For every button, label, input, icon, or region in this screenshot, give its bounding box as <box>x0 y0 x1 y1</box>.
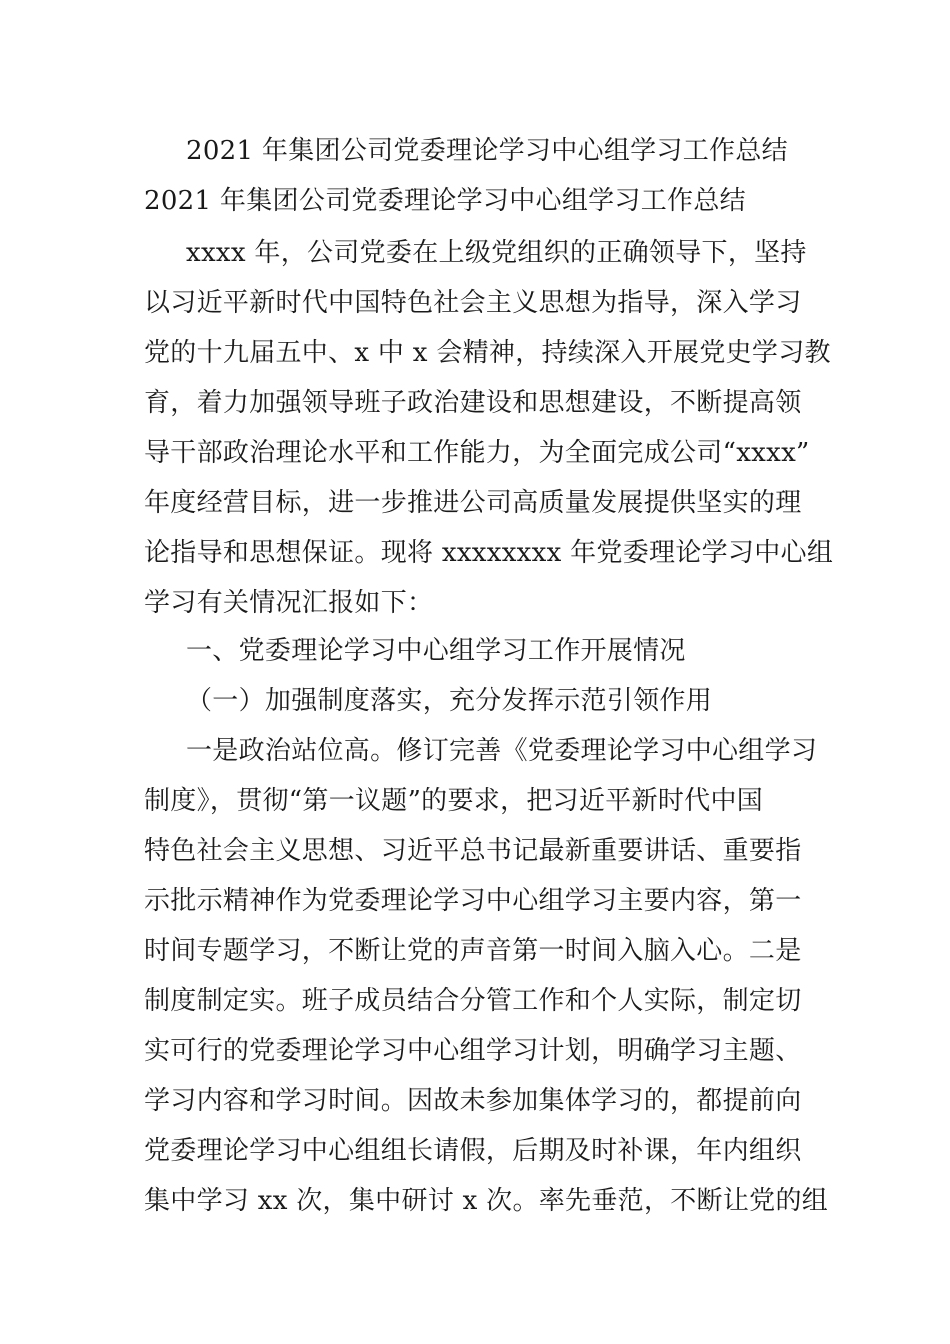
document-title: 2021 年集团公司党委理论学习中心组学习工作总结 <box>186 136 788 166</box>
body-line: 一是政治站位高。修订完善《党委理论学习中心组学习 <box>186 736 818 766</box>
intro-line: 导干部政治理论水平和工作能力，为全面完成公司“xxxx” <box>144 438 810 468</box>
body-line: 特色社会主义思想、习近平总书记最新重要讲话、重要指 <box>144 836 802 866</box>
intro-line: 以习近平新时代中国特色社会主义思想为指导，深入学习 <box>144 288 802 318</box>
intro-line: 年度经营目标，进一步推进公司高质量发展提供坚实的理 <box>144 488 802 518</box>
document-subtitle: 2021 年集团公司党委理论学习中心组学习工作总结 <box>144 186 746 216</box>
intro-line: 育，着力加强领导班子政治建设和思想建设，不断提高领 <box>144 388 802 418</box>
body-line: 实可行的党委理论学习中心组学习计划，明确学习主题、 <box>144 1036 802 1066</box>
intro-line: xxxx 年，公司党委在上级党组织的正确领导下，坚持 <box>186 238 807 268</box>
intro-line: 论指导和思想保证。现将 xxxxxxxx 年党委理论学习中心组 <box>144 538 834 568</box>
body-line: 时间专题学习，不断让党的声音第一时间入脑入心。二是 <box>144 936 802 966</box>
body-line: 示批示精神作为党委理论学习中心组学习主要内容，第一 <box>144 886 802 916</box>
body-line: 集中学习 xx 次，集中研讨 x 次。率先垂范，不断让党的组 <box>144 1186 829 1216</box>
section-heading: 一、党委理论学习中心组学习工作开展情况 <box>186 636 686 666</box>
subsection-heading: （一）加强制度落实，充分发挥示范引领作用 <box>186 686 713 716</box>
intro-line: 学习有关情况汇报如下： <box>144 588 434 618</box>
body-line: 制度制定实。班子成员结合分管工作和个人实际，制定切 <box>144 986 802 1016</box>
body-line: 党委理论学习中心组组长请假，后期及时补课，年内组织 <box>144 1136 802 1166</box>
body-line: 制度》，贯彻“第一议题”的要求，把习近平新时代中国 <box>144 786 764 816</box>
intro-line: 党的十九届五中、x 中 x 会精神，持续深入开展党史学习教 <box>144 338 831 368</box>
body-line: 学习内容和学习时间。因故未参加集体学习的，都提前向 <box>144 1086 802 1116</box>
